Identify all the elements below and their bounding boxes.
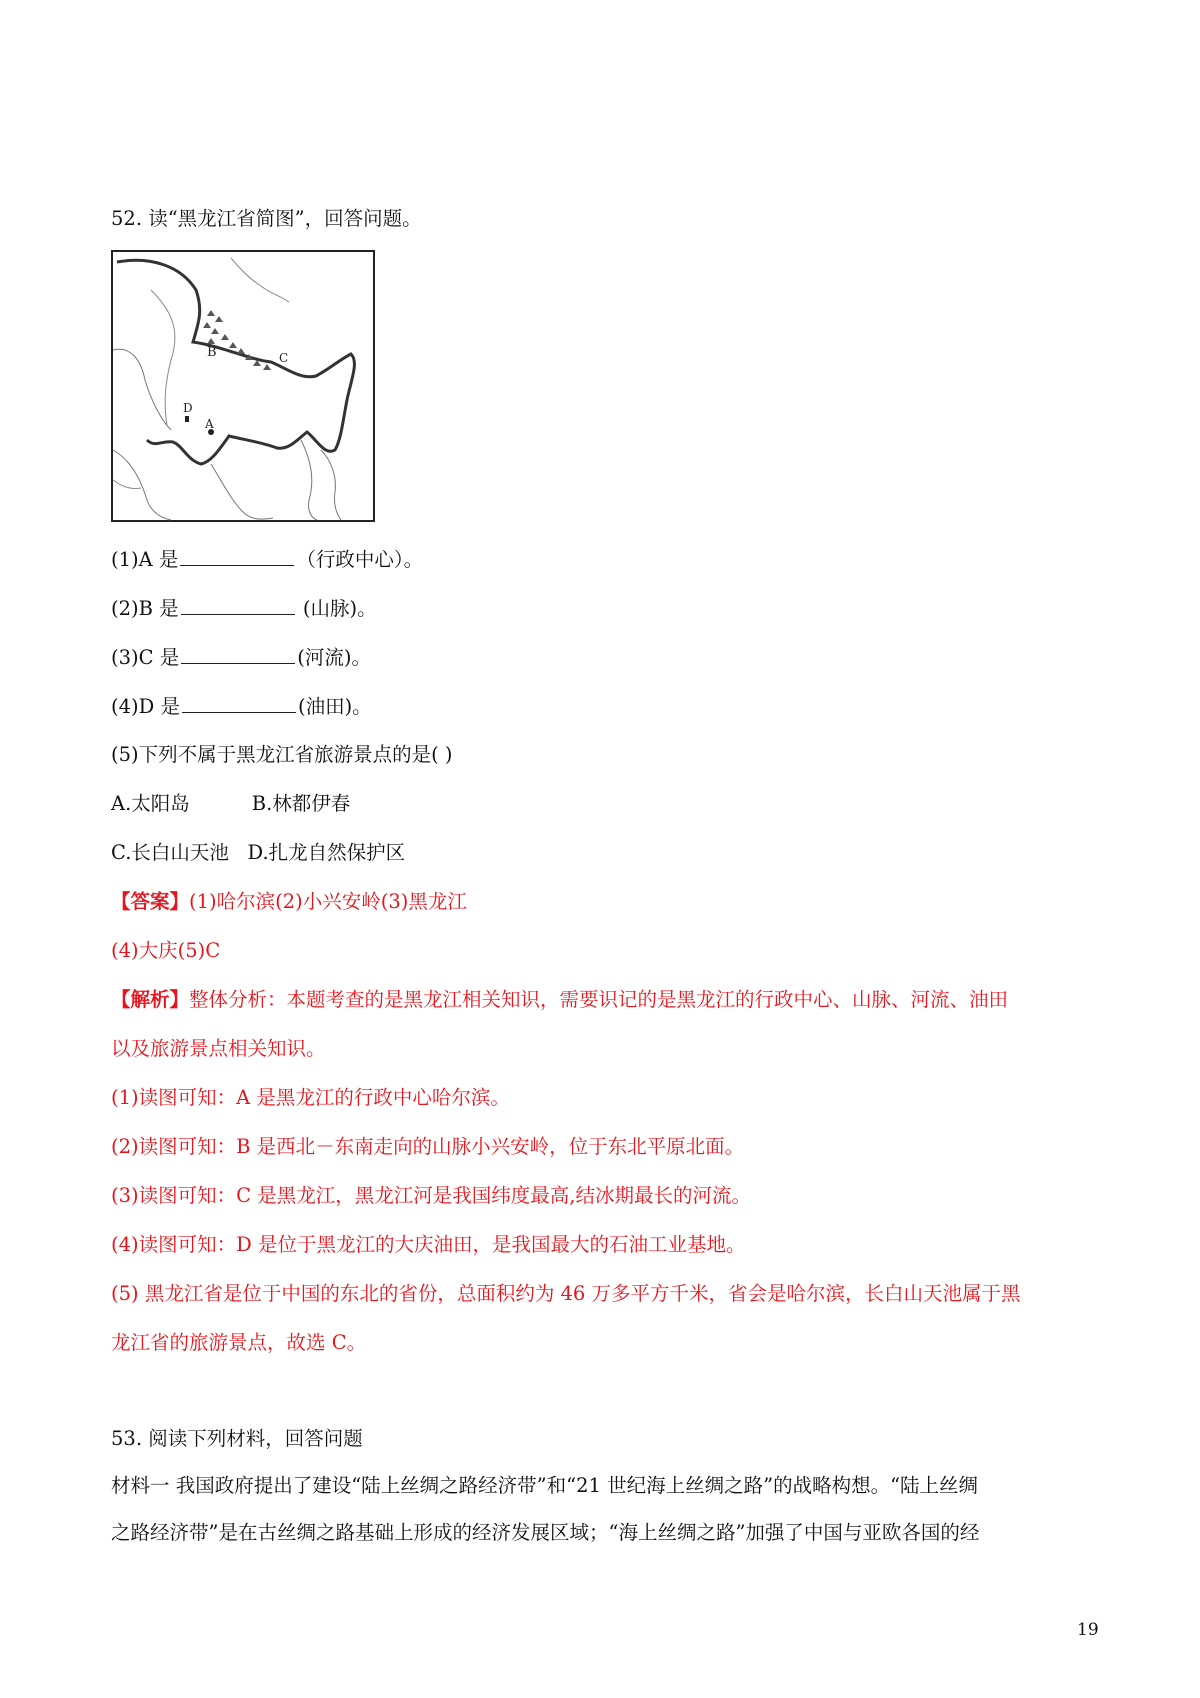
sub1-post: （行政中心）。 xyxy=(296,548,424,571)
map-label-d: D xyxy=(183,401,193,415)
q52-sub-5: (5)下列不属于黑龙江省旅游景点的是( ) xyxy=(111,743,453,766)
map-label-c: C xyxy=(279,351,289,365)
sub4-pre: (4)D 是 xyxy=(111,695,180,718)
map-label-b: B xyxy=(207,345,217,360)
analysis-line-1 xyxy=(111,986,1008,1014)
q53-title: 53. 阅读下列材料，回答问题 xyxy=(111,1427,363,1450)
answer-blank-2[interactable] xyxy=(181,594,295,615)
answer-tag: 【答案】 xyxy=(111,890,190,913)
analysis-text-1: 整体分析：本题考查的是黑龙江相关知识，需要识记的是黑龙江的行政中心、山脉、河流、油田 xyxy=(189,988,1009,1011)
analysis-item-4: (4)读图可知：D 是位于黑龙江的大庆油田，是我国最大的石油工业基地。 xyxy=(111,1233,746,1256)
analysis-tag: 【解析】 xyxy=(111,988,190,1011)
q52-options-ab: A.太阳岛 B.林都伊春 xyxy=(111,792,351,815)
page-number: 19 xyxy=(1077,1620,1099,1640)
q53-material-line-2: 之路经济带”是在古丝绸之路基础上形成的经济发展区域；“海上丝绸之路”加强了中国与亚欧各国的经 xyxy=(111,1521,980,1544)
map-label-a: A xyxy=(205,417,214,431)
answer-blank-1[interactable] xyxy=(180,545,294,566)
answer-blank-3[interactable] xyxy=(181,643,295,664)
q52-sub-1 xyxy=(111,545,423,574)
analysis-item-2: (2)读图可知：B 是西北－东南走向的山脉小兴安岭，位于东北平原北面。 xyxy=(111,1135,745,1158)
analysis-item-5-cont: 龙江省的旅游景点，故选 C。 xyxy=(111,1331,367,1354)
sub2-pre: (2)B 是 xyxy=(111,597,179,620)
answer-text-1: (1)哈尔滨(2)小兴安岭(3)黑龙江 xyxy=(189,890,467,913)
q53-material-line-1: 材料一 我国政府提出了建设“陆上丝绸之路经济带”和“21 世纪海上丝绸之路”的战略构想。“陆上丝绸 xyxy=(111,1474,979,1497)
answer-blank-4[interactable] xyxy=(182,692,296,713)
analysis-line-2: 以及旅游景点相关知识。 xyxy=(111,1037,326,1060)
sub3-pre: (3)C 是 xyxy=(111,646,180,669)
answer-line-2: (4)大庆(5)C xyxy=(111,939,221,962)
q52-sub-4 xyxy=(111,692,372,721)
analysis-item-3: (3)读图可知：C 是黑龙江，黑龙江河是我国纬度最高,结冰期最长的河流。 xyxy=(111,1184,751,1207)
answer-line-1 xyxy=(111,888,467,916)
sub1-pre: (1)A 是 xyxy=(111,548,179,571)
q52-title: 52. 读“黑龙江省简图”，回答问题。 xyxy=(111,207,422,230)
q52-options-cd: C.长白山天池 D.扎龙自然保护区 xyxy=(111,841,406,864)
q52-sub-3 xyxy=(111,643,371,672)
sub2-post: (山脉)。 xyxy=(296,597,377,620)
q52-sub-2 xyxy=(111,594,377,623)
heilongjiang-map xyxy=(111,250,375,522)
analysis-item-5: (5) 黑龙江省是位于中国的东北的省份，总面积约为 46 万多平方千米，省会是哈尔滨，长白山天池属于黑 xyxy=(111,1282,1021,1305)
sub4-post: (油田)。 xyxy=(297,695,372,718)
sub3-post: (河流)。 xyxy=(297,646,371,669)
analysis-item-1: (1)读图可知：A 是黑龙江的行政中心哈尔滨。 xyxy=(111,1086,510,1109)
